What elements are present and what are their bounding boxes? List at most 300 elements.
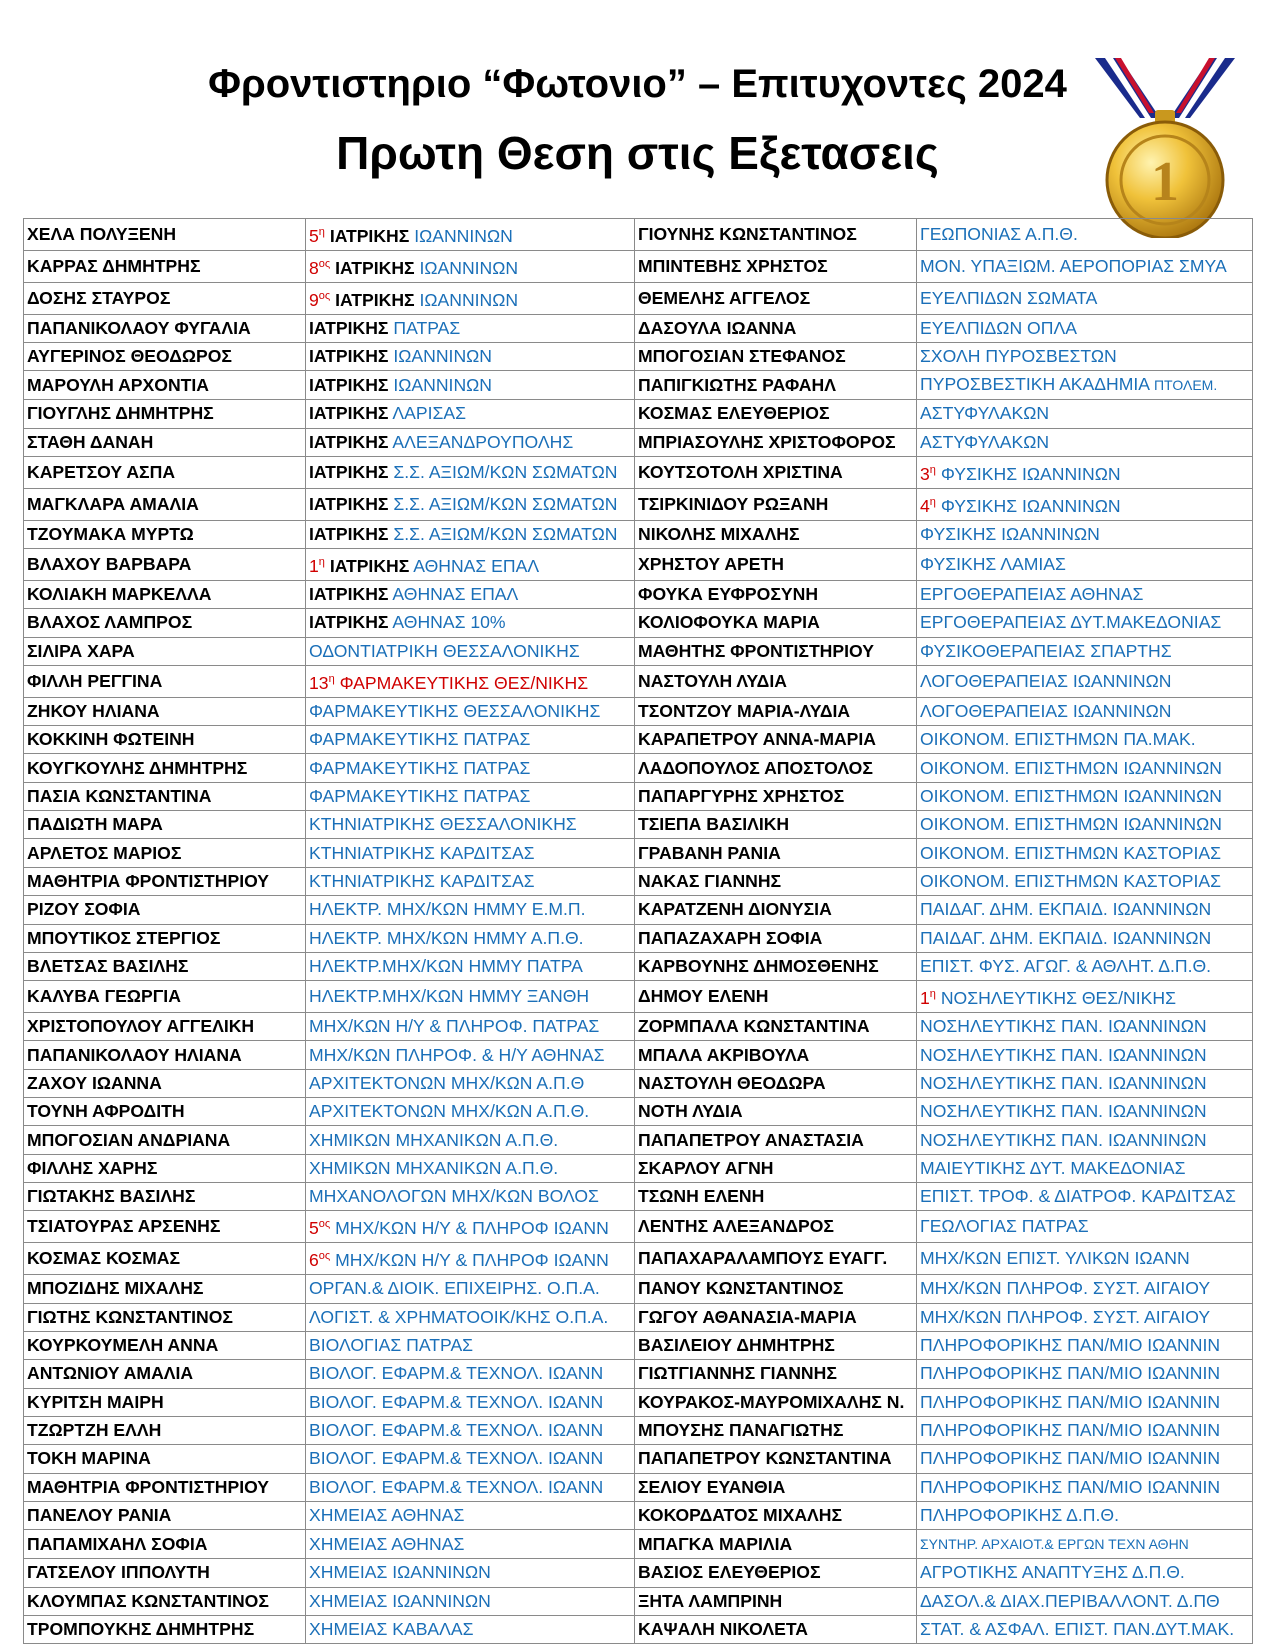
table-row xyxy=(24,924,1253,952)
student-name: ΜΠΟΓΟΣΙΑΝ ΣΤΕΦΑΝΟΣ xyxy=(635,342,917,370)
gold-medal-icon xyxy=(1085,58,1260,238)
table-row xyxy=(24,314,1253,342)
student-name: ΔΗΜΟΥ ΕΛΕΝΗ xyxy=(635,981,917,1013)
rank-badge: $4^\eta$ xyxy=(920,495,936,516)
student-name: ΚΑΨΑΛΗ ΝΙΚΟΛΕΤΑ xyxy=(635,1615,917,1643)
school-cell xyxy=(917,580,1253,608)
school-name: ΗΛΕΚΤΡ. ΜΗΧ/ΚΩΝ ΗΜΜΥ Α.Π.Θ. xyxy=(309,927,584,948)
student-name: ΘΕΜΕΛΗΣ ΑΓΓΕΛΟΣ xyxy=(635,282,917,314)
student-name: ΜΠΑΓΚΑ ΜΑΡΙΛΙΑ xyxy=(635,1530,917,1559)
school-name: ΕΥΕΛΠΙΔΩΝ ΟΠΛΑ xyxy=(920,317,1077,338)
student-name: ΡΙΖΟΥ ΣΟΦΙΑ xyxy=(24,896,306,924)
faculty-label: ΙΑΤΡΙΚΗΣ xyxy=(335,257,415,278)
student-name: ΚΟΚΟΡΔΑΤΟΣ ΜΙΧΑΛΗΣ xyxy=(635,1501,917,1529)
school-name: ΛΟΓΟΘΕΡΑΠΕΙΑΣ ΙΩΑΝΝΙΝΩΝ xyxy=(920,700,1172,721)
school-name: ΒΙΟΛΟΓ. ΕΦΑΡΜ.& ΤΕΧΝΟΛ. ΙΩΑΝΝ xyxy=(309,1391,604,1412)
student-name: ΠΑΠΑΝΙΚΟΛΑΟΥ ΗΛΙΑΝΑ xyxy=(24,1041,306,1069)
student-name: ΚΑΡΑΠΕΤΡΟΥ ΑΝΝΑ-ΜΑΡΙΑ xyxy=(635,726,917,754)
student-name: ΓΙΩΤΗΣ ΚΩΝΣΤΑΝΤΙΝΟΣ xyxy=(24,1303,306,1331)
school-cell xyxy=(917,520,1253,548)
school-cell xyxy=(917,1013,1253,1041)
school-name: ΕΡΓΟΘΕΡΑΠΕΙΑΣ ΑΘΗΝΑΣ xyxy=(920,584,1144,605)
school-name: ΜΗΧ/ΚΩΝ ΠΛΗΡΟΦ. & Η/Υ ΑΘΗΝΑΣ xyxy=(309,1044,605,1065)
student-name: ΓΙΟΥΝΗΣ ΚΩΝΣΤΑΝΤΙΝΟΣ xyxy=(635,219,917,251)
school-cell xyxy=(917,867,1253,895)
school-name: ΙΩΑΝΝΙΝΩΝ xyxy=(414,225,513,246)
student-name: ΧΡΗΣΤΟΥ ΑΡΕΤΗ xyxy=(635,549,917,581)
student-name: ΑΝΤΩΝΙΟΥ ΑΜΑΛΙΑ xyxy=(24,1360,306,1388)
school-cell xyxy=(917,1473,1253,1501)
school-cell xyxy=(917,896,1253,924)
school-cell xyxy=(917,1126,1253,1154)
school-name: ΑΣΤΥΦΥΛΑΚΩΝ xyxy=(920,431,1050,452)
faculty-label: ΙΑΤΡΙΚΗΣ xyxy=(309,346,389,367)
school-name: ΗΛΕΚΤΡ. ΜΗΧ/ΚΩΝ ΗΜΜΥ Ε.Μ.Π. xyxy=(309,899,586,920)
student-name: ΜΠΑΛΑ ΑΚΡΙΒΟΥΛΑ xyxy=(635,1041,917,1069)
faculty-label: ΙΑΤΡΙΚΗΣ xyxy=(309,584,389,605)
school-name: ΑΡΧΙΤΕΚΤΟΝΩΝ ΜΗΧ/ΚΩΝ Α.Π.Θ. xyxy=(309,1101,590,1122)
faculty-label: ΙΑΤΡΙΚΗΣ xyxy=(309,461,389,482)
student-name: ΝΟΤΗ ΛΥΔΙΑ xyxy=(635,1098,917,1126)
school-name: ΝΟΣΗΛΕΥΤΙΚΗΣ ΠΑΝ. ΙΩΑΝΝΙΝΩΝ xyxy=(920,1101,1207,1122)
table-row xyxy=(24,456,1253,488)
student-name: ΜΠΡΙΑΣΟΥΛΗΣ ΧΡΙΣΤΟΦΟΡΟΣ xyxy=(635,428,917,456)
school-name: ΦΑΡΜΑΚΕΥΤΙΚΗΣ ΘΕΣΣΑΛΟΝΙΚΗΣ xyxy=(309,700,601,721)
school-name: ΟΙΚΟΝΟΜ. ΕΠΙΣΤΗΜΩΝ ΙΩΑΝΝΙΝΩΝ xyxy=(920,814,1222,835)
school-cell xyxy=(917,549,1253,581)
school-name: ΒΙΟΛΟΓ. ΕΦΑΡΜ.& ΤΕΧΝΟΛ. ΙΩΑΝΝ xyxy=(309,1476,604,1497)
school-cell xyxy=(917,1615,1253,1643)
student-name: ΚΟΚΚΙΝΗ ΦΩΤΕΙΝΗ xyxy=(24,726,306,754)
school-cell xyxy=(917,665,1253,697)
school-cell xyxy=(306,952,635,980)
school-cell xyxy=(306,1126,635,1154)
table-row xyxy=(24,400,1253,428)
rank-badge: $1^\eta$ xyxy=(920,988,936,1009)
school-name: ΠΛΗΡΟΦΟΡΙΚΗΣ ΠΑΝ/ΜΙΟ ΙΩΑΝΝΙΝ xyxy=(920,1363,1221,1384)
school-cell xyxy=(917,1416,1253,1444)
school-cell xyxy=(306,488,635,520)
school-name: ΚΤΗΝΙΑΤΡΙΚΗΣ ΚΑΡΔΙΤΣΑΣ xyxy=(309,871,535,891)
school-name: ΝΟΣΗΛΕΥΤΙΚΗΣ ΠΑΝ. ΙΩΑΝΝΙΝΩΝ xyxy=(920,1072,1207,1093)
school-name: ΕΡΓΟΘΕΡΑΠΕΙΑΣ ΔΥΤ.ΜΑΚΕΔΟΝΙΑΣ xyxy=(920,612,1222,633)
school-name: ΧΗΜΕΙΑΣ ΑΘΗΝΑΣ xyxy=(309,1505,465,1526)
faculty-label: ΙΑΤΡΙΚΗΣ xyxy=(309,431,389,452)
school-name: Σ.Σ. ΑΞΙΩΜ/ΚΩΝ ΣΩΜΑΤΩΝ xyxy=(393,493,618,514)
school-name: ΧΗΜΕΙΑΣ ΑΘΗΝΑΣ xyxy=(309,1533,465,1554)
student-name: ΚΟΥΤΣΟΤΟΛΗ ΧΡΙΣΤΙΝΑ xyxy=(635,456,917,488)
student-name: ΦΙΛΛΗΣ ΧΑΡΗΣ xyxy=(24,1154,306,1182)
medal-number: 1 xyxy=(1151,151,1179,213)
school-cell xyxy=(306,609,635,637)
school-cell xyxy=(306,1154,635,1182)
student-name: ΤΟΚΗ ΜΑΡΙΝΑ xyxy=(24,1445,306,1473)
school-cell xyxy=(917,1243,1253,1275)
student-name: ΧΡΙΣΤΟΠΟΥΛΟΥ ΑΓΓΕΛΙΚΗ xyxy=(24,1013,306,1041)
school-cell xyxy=(917,811,1253,839)
school-cell xyxy=(306,665,635,697)
school-cell xyxy=(917,1445,1253,1473)
school-cell xyxy=(917,250,1253,282)
school-cell xyxy=(917,1154,1253,1182)
school-cell xyxy=(306,520,635,548)
school-name: ΛΑΡΙΣΑΣ xyxy=(392,403,467,424)
school-name: ΝΟΣΗΛΕΥΤΙΚΗΣ ΠΑΝ. ΙΩΑΝΝΙΝΩΝ xyxy=(920,1044,1207,1065)
student-name: ΤΣΙΕΠΑ ΒΑΣΙΛΙΚΗ xyxy=(635,811,917,839)
school-name: ΧΗΜΙΚΩΝ ΜΗΧΑΝΙΚΩΝ Α.Π.Θ. xyxy=(309,1157,559,1178)
student-name: ΠΑΠΑΠΕΤΡΟΥ ΚΩΝΣΤΑΝΤΙΝΑ xyxy=(635,1445,917,1473)
student-name: ΚΑΛΥΒΑ ΓΕΩΡΓΙΑ xyxy=(24,981,306,1013)
student-name: ΠΑΠΑΠΕΤΡΟΥ ΑΝΑΣΤΑΣΙΑ xyxy=(635,1126,917,1154)
school-cell xyxy=(917,1530,1253,1559)
school-name: ΟΙΚΟΝΟΜ. ΕΠΙΣΤΗΜΩΝ ΚΑΣΤΟΡΙΑΣ xyxy=(920,871,1222,891)
school-cell xyxy=(917,1211,1253,1243)
student-name: ΛΑΔΟΠΟΥΛΟΣ ΑΠΟΣΤΟΛΟΣ xyxy=(635,754,917,782)
school-name: ΠΛΗΡΟΦΟΡΙΚΗΣ ΠΑΝ/ΜΙΟ ΙΩΑΝΝΙΝ xyxy=(920,1476,1221,1497)
school-cell xyxy=(306,754,635,782)
school-name: ΜΗΧ/ΚΩΝ Η/Υ & ΠΛΗΡΟΦ ΙΩΑΝΝ xyxy=(335,1250,609,1271)
student-name: ΤΣΙΑΤΟΥΡΑΣ ΑΡΣΕΝΗΣ xyxy=(24,1211,306,1243)
school-name: ΠΑΙΔΑΓ. ΔΗΜ. ΕΚΠΑΙΔ. ΙΩΑΝΝΙΝΩΝ xyxy=(920,927,1212,948)
school-name: ΦΑΡΜΑΚΕΥΤΙΚΗΣ ΠΑΤΡΑΣ xyxy=(309,785,531,806)
school-name: ΦΥΣΙΚΗΣ ΙΩΑΝΝΙΝΩΝ xyxy=(940,495,1121,516)
school-name: ΑΓΡΟΤΙΚΗΣ ΑΝΑΠΤΥΞΗΣ Δ.Π.Θ. xyxy=(920,1562,1185,1583)
school-name: ΙΩΑΝΝΙΝΩΝ xyxy=(419,289,519,310)
table-row xyxy=(24,549,1253,581)
school-name: ΒΙΟΛΟΓ. ΕΦΑΡΜ.& ΤΕΧΝΟΛ. ΙΩΑΝΝ xyxy=(309,1420,604,1441)
student-name: ΜΠΟΥΣΗΣ ΠΑΝΑΓΙΩΤΗΣ xyxy=(635,1416,917,1444)
school-name: ΠΛΗΡΟΦΟΡΙΚΗΣ ΠΑΝ/ΜΙΟ ΙΩΑΝΝΙΝ xyxy=(920,1335,1221,1356)
school-name: ΜΑΙΕΥΤΙΚΗΣ ΔΥΤ. ΜΑΚΕΔΟΝΙΑΣ xyxy=(920,1157,1186,1178)
rank-badge: $5^{o\varsigma}$ xyxy=(309,1218,331,1239)
school-name: ΙΩΑΝΝΙΝΩΝ xyxy=(393,374,493,395)
table-row xyxy=(24,1303,1253,1331)
school-cell xyxy=(306,896,635,924)
student-name: ΚΟΛΙΟΦΟΥΚΑ ΜΑΡΙΑ xyxy=(635,609,917,637)
table-row xyxy=(24,1243,1253,1275)
table-row xyxy=(24,1069,1253,1097)
table-row xyxy=(24,428,1253,456)
school-cell xyxy=(306,400,635,428)
table-row xyxy=(24,811,1253,839)
table-row xyxy=(24,867,1253,895)
student-name: ΔΑΣΟΥΛΑ ΙΩΑΝΝΑ xyxy=(635,314,917,342)
student-name: ΚΑΡΡΑΣ ΔΗΜΗΤΡΗΣ xyxy=(24,250,306,282)
school-cell xyxy=(306,782,635,810)
student-name: ΒΑΣΙΛΕΙΟΥ ΔΗΜΗΤΡΗΣ xyxy=(635,1331,917,1359)
school-cell xyxy=(917,219,1253,251)
student-name: ΜΠΟΖΙΔΗΣ ΜΙΧΑΛΗΣ xyxy=(24,1275,306,1303)
student-name: ΠΑΠΙΓΚΙΩΤΗΣ ΡΑΦΑΗΛ xyxy=(635,371,917,400)
rank-badge: $5^\eta$ xyxy=(309,225,325,246)
student-name: ΖΗΚΟΥ ΗΛΙΑΝΑ xyxy=(24,697,306,725)
school-name: ΓΕΩΠΟΝΙΑΣ Α.Π.Θ. xyxy=(920,223,1078,244)
school-name: ΝΟΣΗΛΕΥΤΙΚΗΣ ΘΕΣ/ΝΙΚΗΣ xyxy=(940,988,1176,1009)
student-name: ΝΑΣΤΟΥΛΗ ΛΥΔΙΑ xyxy=(635,665,917,697)
student-name: ΤΣΙΡΚΙΝΙΔΟΥ ΡΩΞΑΝΗ xyxy=(635,488,917,520)
school-name: ΝΟΣΗΛΕΥΤΙΚΗΣ ΠΑΝ. ΙΩΑΝΝΙΝΩΝ xyxy=(920,1016,1207,1037)
school-name-suffix: ΠΤΟΛΕΜ. xyxy=(1153,377,1218,394)
school-name: ΝΟΣΗΛΕΥΤΙΚΗΣ ΠΑΝ. ΙΩΑΝΝΙΝΩΝ xyxy=(920,1129,1207,1150)
rank-badge: $3^\eta$ xyxy=(920,463,936,484)
student-name: ΜΑΡΟΥΛΗ ΑΡΧΟΝΤΙΑ xyxy=(24,371,306,400)
school-cell xyxy=(306,924,635,952)
table-row xyxy=(24,1275,1253,1303)
table-row xyxy=(24,1360,1253,1388)
school-cell xyxy=(306,371,635,400)
student-name: ΠΑΠΑΜΙΧΑΗΛ ΣΟΦΙΑ xyxy=(24,1530,306,1559)
school-cell xyxy=(306,1041,635,1069)
table-row xyxy=(24,782,1253,810)
school-cell xyxy=(917,282,1253,314)
school-name: ΕΠΙΣΤ. ΤΡΟΦ. & ΔΙΑΤΡΟΦ. ΚΑΡΔΙΤΣΑΣ xyxy=(920,1186,1236,1207)
table-row xyxy=(24,1126,1253,1154)
table-row xyxy=(24,726,1253,754)
school-name: ΕΠΙΣΤ. ΦΥΣ. ΑΓΩΓ. & ΑΘΛΗΤ. Δ.Π.Θ. xyxy=(920,956,1212,977)
school-cell xyxy=(306,314,635,342)
table-row xyxy=(24,1501,1253,1529)
school-name: Σ.Σ. ΑΞΙΩΜ/ΚΩΝ ΣΩΜΑΤΩΝ xyxy=(393,461,618,482)
student-name: ΚΑΡΑΤΖΕΝΗ ΔΙΟΝΥΣΙΑ xyxy=(635,896,917,924)
school-cell xyxy=(306,1501,635,1529)
school-name: ΟΡΓΑΝ.& ΔΙΟΙΚ. ΕΠΙΧΕΙΡΗΣ. Ο.Π.Α. xyxy=(309,1278,600,1299)
school-cell xyxy=(306,580,635,608)
school-cell xyxy=(917,697,1253,725)
table-row xyxy=(24,1098,1253,1126)
table-row xyxy=(24,1615,1253,1643)
results-table xyxy=(23,218,1253,1644)
school-name: ΧΗΜΕΙΑΣ ΚΑΒΑΛΑΣ xyxy=(309,1619,474,1640)
table-row xyxy=(24,1559,1253,1587)
school-name: ΦΑΡΜΑΚΕΥΤΙΚΗΣ ΠΑΤΡΑΣ xyxy=(309,757,531,778)
student-name: ΓΙΩΤΓΙΑΝΝΗΣ ΓΙΑΝΝΗΣ xyxy=(635,1360,917,1388)
table-row xyxy=(24,609,1253,637)
school-cell xyxy=(306,1530,635,1559)
table-row xyxy=(24,1473,1253,1501)
faculty-label: ΙΑΤΡΙΚΗΣ xyxy=(309,317,389,338)
school-cell xyxy=(917,1360,1253,1388)
student-name: ΒΑΣΙΟΣ ΕΛΕΥΘΕΡΙΟΣ xyxy=(635,1559,917,1587)
school-name: ΛΟΓΟΘΕΡΑΠΕΙΑΣ ΙΩΑΝΝΙΝΩΝ xyxy=(920,670,1172,691)
student-name: ΠΑΝΟΥ ΚΩΝΣΤΑΝΤΙΝΟΣ xyxy=(635,1275,917,1303)
school-name: ΜΗΧ/ΚΩΝ Η/Υ & ΠΛΗΡΟΦ. ΠΑΤΡΑΣ xyxy=(309,1016,600,1037)
school-cell xyxy=(306,1388,635,1416)
student-name: ΤΟΥΝΗ ΑΦΡΟΔΙΤΗ xyxy=(24,1098,306,1126)
school-name: ΔΑΣΟΛ.& ΔΙΑΧ.ΠΕΡΙΒΑΛΛΟΝΤ. Δ.ΠΘ xyxy=(920,1590,1220,1611)
table-row xyxy=(24,1331,1253,1359)
school-cell xyxy=(917,839,1253,867)
student-name: ΖΟΡΜΠΑΛΑ ΚΩΝΣΤΑΝΤΙΝΑ xyxy=(635,1013,917,1041)
school-name: ΚΤΗΝΙΑΤΡΙΚΗΣ ΘΕΣΣΑΛΟΝΙΚΗΣ xyxy=(309,814,577,835)
student-name: ΓΡΑΒΑΝΗ ΡΑΝΙΑ xyxy=(635,839,917,867)
school-name: ΟΔΟΝΤΙΑΤΡΙΚΗ ΘΕΣΣΑΛΟΝΙΚΗΣ xyxy=(309,640,580,661)
table-row xyxy=(24,1154,1253,1182)
school-name: ΦΑΡΜΑΚΕΥΤΙΚΗΣ ΘΕΣ/ΝΙΚΗΣ xyxy=(339,672,589,693)
school-name: ΜΗΧΑΝΟΛΟΓΩΝ ΜΗΧ/ΚΩΝ ΒΟΛΟΣ xyxy=(309,1186,599,1207)
school-name: ΙΩΑΝΝΙΝΩΝ xyxy=(393,346,493,367)
student-name: ΤΣΩΝΗ ΕΛΕΝΗ xyxy=(635,1183,917,1211)
school-cell xyxy=(306,456,635,488)
school-name: ΠΛΗΡΟΦΟΡΙΚΗΣ Δ.Π.Θ. xyxy=(920,1505,1119,1526)
student-name: ΚΟΥΓΚΟΥΛΗΣ ΔΗΜΗΤΡΗΣ xyxy=(24,754,306,782)
table-row xyxy=(24,839,1253,867)
student-name: ΦΙΛΛΗ ΡΕΓΓΙΝΑ xyxy=(24,665,306,697)
table-row xyxy=(24,520,1253,548)
school-name: ΑΣΤΥΦΥΛΑΚΩΝ xyxy=(920,403,1050,424)
page-title: Φροντιστηριο “Φωτονιο” – Επιτυχοντες 2024 xyxy=(208,62,1067,106)
rank-badge: $8^{o\varsigma}$ xyxy=(309,257,331,278)
student-name: ΚΑΡΕΤΣΟΥ ΑΣΠΑ xyxy=(24,456,306,488)
student-name: ΓΩΓΟΥ ΑΘΑΝΑΣΙΑ-ΜΑΡΙΑ xyxy=(635,1303,917,1331)
school-cell xyxy=(306,342,635,370)
school-name: ΠΛΗΡΟΦΟΡΙΚΗΣ ΠΑΝ/ΜΙΟ ΙΩΑΝΝΙΝ xyxy=(920,1420,1221,1441)
student-name: ΝΙΚΟΛΗΣ ΜΙΧΑΛΗΣ xyxy=(635,520,917,548)
school-cell xyxy=(306,1416,635,1444)
student-name: ΠΑΝΕΛΟΥ ΡΑΝΙΑ xyxy=(24,1501,306,1529)
student-name: ΤΣΟΝΤΖΟΥ ΜΑΡΙΑ-ΛΥΔΙΑ xyxy=(635,697,917,725)
school-cell xyxy=(917,428,1253,456)
school-name: ΜΗΧ/ΚΩΝ ΠΛΗΡΟΦ. ΣΥΣΤ. ΑΙΓΑΙΟΥ xyxy=(920,1278,1211,1299)
school-name: ΗΛΕΚΤΡ.ΜΗΧ/ΚΩΝ ΗΜΜΥ ΞΑΝΘΗ xyxy=(309,986,590,1007)
school-name: ΟΙΚΟΝΟΜ. ΕΠΙΣΤΗΜΩΝ ΙΩΑΝΝΙΝΩΝ xyxy=(920,785,1222,806)
student-name: ΚΥΡΙΤΣΗ ΜΑΙΡΗ xyxy=(24,1388,306,1416)
school-name: ΑΡΧΙΤΕΚΤΟΝΩΝ ΜΗΧ/ΚΩΝ Α.Π.Θ xyxy=(309,1072,585,1093)
school-cell xyxy=(306,1559,635,1587)
school-name: ΕΥΕΛΠΙΔΩΝ ΣΩΜΑΤΑ xyxy=(920,287,1098,308)
page-subtitle: Πρωτη Θεση στις Εξετασεις xyxy=(336,127,939,179)
school-cell xyxy=(306,1360,635,1388)
school-name: ΠΛΗΡΟΦΟΡΙΚΗΣ ΠΑΝ/ΜΙΟ ΙΩΑΝΝΙΝ xyxy=(920,1448,1221,1469)
school-name: ΣΤΑΤ. & ΑΣΦΑΛ. ΕΠΙΣΤ. ΠΑΝ.ΔΥΤ.ΜΑΚ. xyxy=(920,1619,1235,1640)
school-cell xyxy=(306,1275,635,1303)
table-row xyxy=(24,1587,1253,1615)
rank-badge: $9^{o\varsigma}$ xyxy=(309,289,331,310)
faculty-label: ΙΑΤΡΙΚΗΣ xyxy=(309,612,389,633)
school-cell xyxy=(917,609,1253,637)
school-name: ΒΙΟΛΟΓ. ΕΦΑΡΜ.& ΤΕΧΝΟΛ. ΙΩΑΝΝ xyxy=(309,1363,604,1384)
student-name: ΚΟΥΡΚΟΥΜΕΛΗ ΑΝΝΑ xyxy=(24,1331,306,1359)
student-name: ΧΕΛΑ ΠΟΛΥΞΕΝΗ xyxy=(24,219,306,251)
table-row xyxy=(24,1013,1253,1041)
student-name: ΑΥΓΕΡΙΝΟΣ ΘΕΟΔΩΡΟΣ xyxy=(24,342,306,370)
school-cell xyxy=(306,1013,635,1041)
student-name: ΛΕΝΤΗΣ ΑΛΕΞΑΝΔΡΟΣ xyxy=(635,1211,917,1243)
school-cell xyxy=(917,1501,1253,1529)
student-name: ΠΑΣΙΑ ΚΩΝΣΤΑΝΤΙΝΑ xyxy=(24,782,306,810)
school-name: ΦΑΡΜΑΚΕΥΤΙΚΗΣ ΠΑΤΡΑΣ xyxy=(309,729,531,750)
student-name: ΤΡΟΜΠΟΥΚΗΣ ΔΗΜΗΤΡΗΣ xyxy=(24,1615,306,1643)
student-name: ΝΑΣΤΟΥΛΗ ΘΕΟΔΩΡΑ xyxy=(635,1069,917,1097)
school-cell xyxy=(306,1473,635,1501)
school-cell xyxy=(306,811,635,839)
school-name: ΧΗΜΙΚΩΝ ΜΗΧΑΝΙΚΩΝ Α.Π.Θ. xyxy=(309,1129,559,1150)
student-name: ΠΑΠΑΖΑΧΑΡΗ ΣΟΦΙΑ xyxy=(635,924,917,952)
faculty-label: ΙΑΤΡΙΚΗΣ xyxy=(309,374,389,395)
table-row xyxy=(24,1388,1253,1416)
school-cell xyxy=(306,1098,635,1126)
table-row xyxy=(24,371,1253,400)
table-row xyxy=(24,580,1253,608)
school-name: ΟΙΚΟΝΟΜ. ΕΠΙΣΤΗΜΩΝ ΚΑΣΤΟΡΙΑΣ xyxy=(920,842,1222,863)
school-name: ΠΥΡΟΣΒΕΣΤΙΚΗ ΑΚΑΔΗΜΙΑ xyxy=(920,374,1150,395)
school-name: ΠΑΙΔΑΓ. ΔΗΜ. ΕΚΠΑΙΔ. ΙΩΑΝΝΙΝΩΝ xyxy=(920,899,1212,920)
table-row xyxy=(24,250,1253,282)
school-cell xyxy=(917,1587,1253,1615)
table-row xyxy=(24,342,1253,370)
student-name: ΜΑΘΗΤΗΣ ΦΡΟΝΤΙΣΤΗΡΙΟΥ xyxy=(635,637,917,665)
school-cell xyxy=(917,1388,1253,1416)
school-name: ΒΙΟΛΟΓΙΑΣ ΠΑΤΡΑΣ xyxy=(309,1335,474,1356)
faculty-label: ΙΑΤΡΙΚΗΣ xyxy=(335,289,415,310)
school-cell xyxy=(306,1445,635,1473)
rank-badge: $13^\eta$ xyxy=(309,672,335,693)
school-cell xyxy=(917,314,1253,342)
school-name: ΑΘΗΝΑΣ ΕΠΑΛ xyxy=(392,584,519,605)
table-row xyxy=(24,754,1253,782)
table-row xyxy=(24,1530,1253,1559)
school-cell xyxy=(306,867,635,895)
school-cell xyxy=(917,1303,1253,1331)
table-row xyxy=(24,952,1253,980)
school-cell xyxy=(306,1615,635,1643)
school-cell xyxy=(917,1559,1253,1587)
school-cell xyxy=(306,1183,635,1211)
school-cell xyxy=(917,754,1253,782)
school-cell xyxy=(917,726,1253,754)
school-cell xyxy=(917,371,1253,400)
school-name: ΦΥΣΙΚΟΘΕΡΑΠΕΙΑΣ ΣΠΑΡΤΗΣ xyxy=(920,640,1172,661)
student-name: ΑΡΛΕΤΟΣ ΜΑΡΙΟΣ xyxy=(24,839,306,867)
table-row xyxy=(24,896,1253,924)
school-cell xyxy=(306,1331,635,1359)
table-row xyxy=(24,282,1253,314)
student-name: ΝΑΚΑΣ ΓΙΑΝΝΗΣ xyxy=(635,867,917,895)
table-row xyxy=(24,1211,1253,1243)
school-cell xyxy=(917,981,1253,1013)
school-cell xyxy=(306,637,635,665)
school-cell xyxy=(306,1587,635,1615)
faculty-label: ΙΑΤΡΙΚΗΣ xyxy=(309,403,389,424)
table-row xyxy=(24,488,1253,520)
school-cell xyxy=(917,400,1253,428)
school-name: ΜΟΝ. ΥΠΑΞΙΩΜ. ΑΕΡΟΠΟΡΙΑΣ ΣΜΥΑ xyxy=(920,255,1227,276)
school-name: ΧΗΜΕΙΑΣ ΙΩΑΝΝΙΝΩΝ xyxy=(309,1590,491,1611)
school-cell xyxy=(917,1069,1253,1097)
student-name: ΣΙΛΙΡΑ ΧΑΡΑ xyxy=(24,637,306,665)
student-name: ΜΠΟΓΟΣΙΑΝ ΑΝΔΡΙΑΝΑ xyxy=(24,1126,306,1154)
table-row xyxy=(24,1416,1253,1444)
school-cell xyxy=(306,697,635,725)
school-name: ΓΕΩΛΟΓΙΑΣ ΠΑΤΡΑΣ xyxy=(920,1216,1089,1237)
school-name: ΠΛΗΡΟΦΟΡΙΚΗΣ ΠΑΝ/ΜΙΟ ΙΩΑΝΝΙΝ xyxy=(920,1391,1221,1412)
school-cell xyxy=(306,282,635,314)
table-row xyxy=(24,1041,1253,1069)
school-name: ΦΥΣΙΚΗΣ ΙΩΑΝΝΙΝΩΝ xyxy=(920,523,1100,544)
faculty-label: ΙΑΤΡΙΚΗΣ xyxy=(329,555,410,576)
student-name: ΒΛΕΤΣΑΣ ΒΑΣΙΛΗΣ xyxy=(24,952,306,980)
school-name: ΜΗΧ/ΚΩΝ ΕΠΙΣΤ. ΥΛΙΚΩΝ ΙΩΑΝΝ xyxy=(920,1248,1190,1269)
school-name: ΠΑΤΡΑΣ xyxy=(393,317,461,338)
student-name: ΔΟΣΗΣ ΣΤΑΥΡΟΣ xyxy=(24,282,306,314)
table-row xyxy=(24,1445,1253,1473)
school-name: ΧΗΜΕΙΑΣ ΙΩΑΝΝΙΝΩΝ xyxy=(309,1562,491,1583)
student-name: ΒΛΑΧΟΥ ΒΑΡΒΑΡΑ xyxy=(24,549,306,581)
student-name: ΜΑΘΗΤΡΙΑ ΦΡΟΝΤΙΣΤΗΡΙΟΥ xyxy=(24,1473,306,1501)
school-cell xyxy=(917,924,1253,952)
student-name: ΚΟΥΡΑΚΟΣ-ΜΑΥΡΟΜΙΧΑΛΗΣ Ν. xyxy=(635,1388,917,1416)
school-cell xyxy=(917,1275,1253,1303)
school-cell xyxy=(917,782,1253,810)
